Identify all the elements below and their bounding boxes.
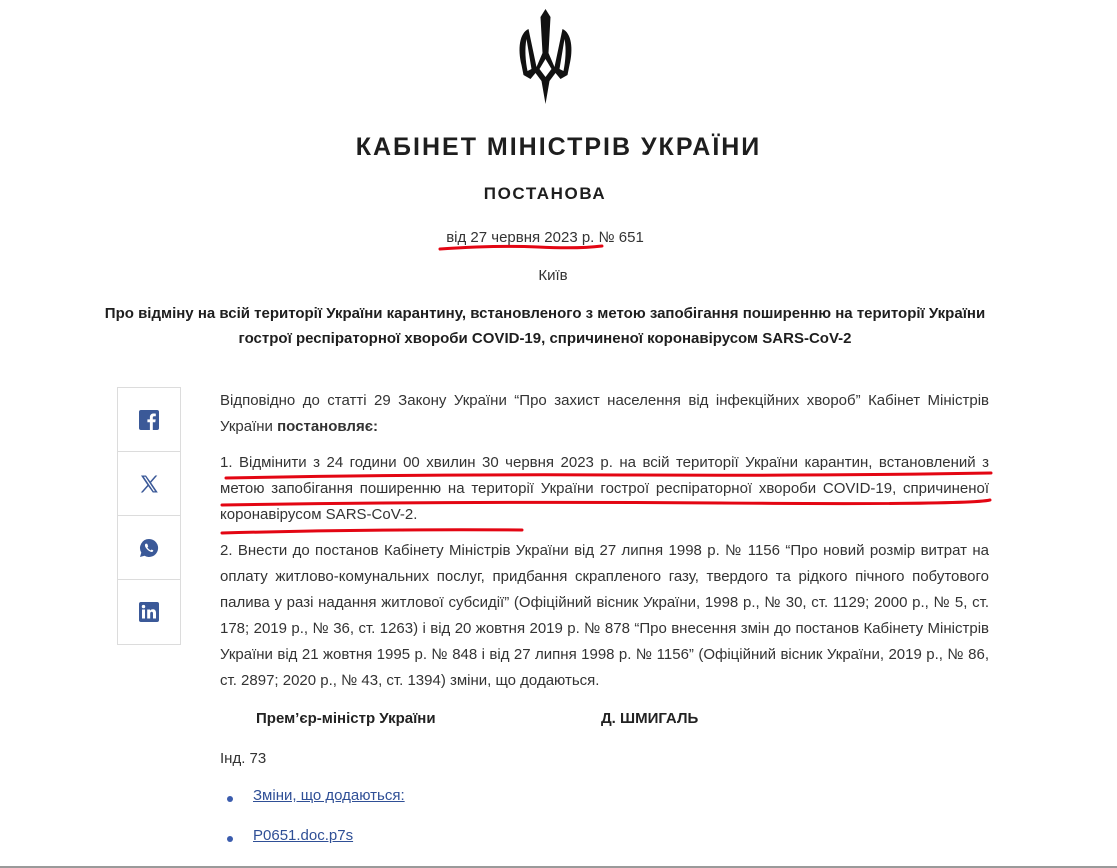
document-city: Київ <box>538 267 568 284</box>
document-body <box>220 388 989 708</box>
share-facebook-button[interactable] <box>118 388 180 452</box>
linkedin-icon <box>139 602 159 622</box>
share-linkedin-button[interactable] <box>118 580 180 644</box>
document-type: ПОСТАНОВА <box>483 184 607 203</box>
share-whatsapp-button[interactable] <box>118 516 180 580</box>
changes-link[interactable]: Зміни, що додаються: <box>253 787 405 804</box>
whatsapp-icon <box>139 538 159 558</box>
x-icon <box>139 474 159 494</box>
page-title: КАБІНЕТ МІНІСТРІВ УКРАЇНИ <box>355 133 762 161</box>
bullet-icon <box>227 796 233 802</box>
attachments-list <box>220 787 405 867</box>
share-bar <box>117 387 181 645</box>
signature-file-link[interactable]: P0651.doc.p7s <box>253 827 354 844</box>
intro-decision: постановляє: <box>277 418 378 435</box>
bullet-icon <box>227 836 233 842</box>
list-item <box>220 787 405 827</box>
intro-text: Відповідно до статті 29 Закону України “Про захист населення від інфекційних хвороб” Кабінет Міністрів України <box>220 392 989 435</box>
signature-name: Д. ШМИГАЛЬ <box>601 710 699 727</box>
paragraph-1: 1. Відмінити з 24 години 00 хвилин 30 червня 2023 р. на всій території України карантин, встановлений з метою запобігання поширенню на території України гострої респіраторної хвороби COVID-19, спричиненої коронавірусом SARS-CoV-2. <box>220 454 989 523</box>
trident-icon <box>515 9 576 104</box>
intro-paragraph <box>220 388 989 440</box>
facebook-icon <box>139 410 159 430</box>
document-date: від 27 червня 2023 р. № 651 <box>446 229 644 246</box>
list-item <box>220 827 405 867</box>
document-index: Інд. 73 <box>220 750 267 767</box>
signature-position: Прем’єр-міністр України <box>256 710 436 727</box>
paragraph-2: 2. Внести до постанов Кабінету Міністрів України від 27 липня 1998 р. № 1156 “Про новий розмір витрат на оплату житлово-комунальних послуг, придбання скрапленого газу, твердого та рідкого пічного побутового палива у разі надання житлової субсидії” (Офіційний вісник України, 1998 р., № 30, ст. 1129; 2000 р., № 5, ст. 178; 2019 р., № 36, ст. 1263) і від 20 жовтня 2019 р. № 878 “Про внесення змін до постанов Кабінету Міністрів України від 21 жовтня 1995 р. № 848 і від 27 липня 1998 р. № 1156” (Офіційний вісник України, 2019 р., № 86, ст. 2897; 2020 р., № 43, ст. 1394) зміни, що додаються. <box>220 542 989 689</box>
share-x-button[interactable] <box>118 452 180 516</box>
document-heading: Про відміну на всій території України карантину, встановленого з метою запобігання поширенню на території України гострої респіраторної хвороби COVID-19, спричиненої коронавірусом SARS-CoV-2 <box>104 305 986 347</box>
